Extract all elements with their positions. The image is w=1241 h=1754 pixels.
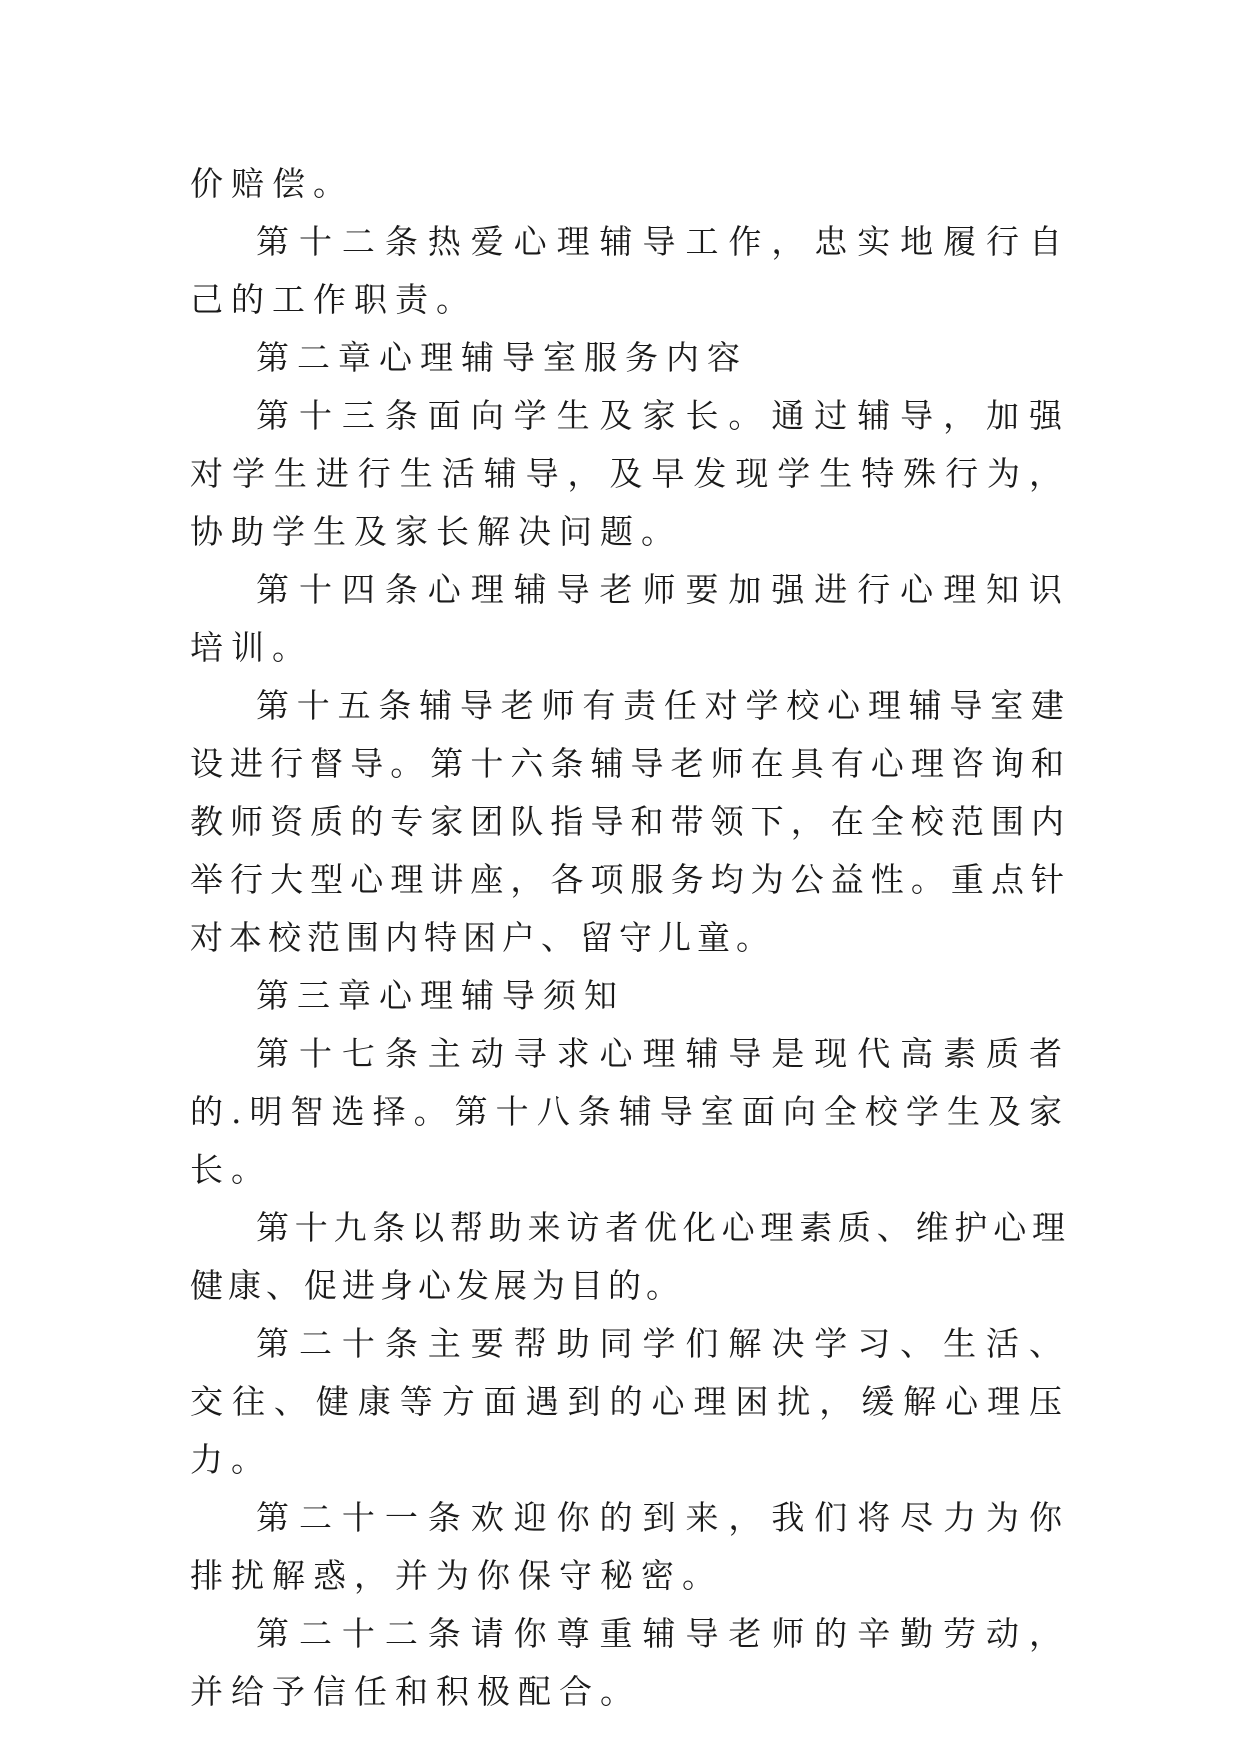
article-12: 第十二条热爱心理辅导工作，忠实地履行自己的工作职责。 [190, 222, 1070, 319]
chapter-3-heading: 第三章心理辅导须知 [256, 976, 625, 1015]
article-13: 第十三条面向学生及家长。通过辅导，加强对学生进行生活辅导，及早发现学生特殊行为，协助学生及家长解决问题。 [190, 396, 1070, 551]
chapter-2-heading: 第二章心理辅导室服务内容 [256, 338, 748, 377]
document-body [190, 155, 1070, 1721]
article-19: 第十九条以帮助来访者优化心理素质、维护心理健康、促进身心发展为目的。 [190, 1208, 1070, 1305]
article-14: 第十四条心理辅导老师要加强进行心理知识培训。 [190, 570, 1070, 667]
article-21: 第二十一条欢迎你的到来，我们将尽力为你排扰解惑，并为你保守秘密。 [190, 1498, 1070, 1595]
article-22: 第二十二条请你尊重辅导老师的辛勤劳动，并给予信任和积极配合。 [190, 1614, 1070, 1711]
paragraph-continuation: 价赔偿。 [190, 164, 354, 203]
article-20: 第二十条主要帮助同学们解决学习、生活、交往、健康等方面遇到的心理困扰，缓解心理压力。 [190, 1324, 1070, 1479]
article-15-16: 第十五条辅导老师有责任对学校心理辅导室建设进行督导。第十六条辅导老师在具有心理咨询和教师资质的专家团队指导和带领下，在全校范围内举行大型心理讲座，各项服务均为公益性。重点针对本校范围内特困户、留守儿童。 [190, 686, 1070, 957]
article-17-18: 第十七条主动寻求心理辅导是现代高素质者的.明智选择。第十八条辅导室面向全校学生及家长。 [190, 1034, 1070, 1189]
